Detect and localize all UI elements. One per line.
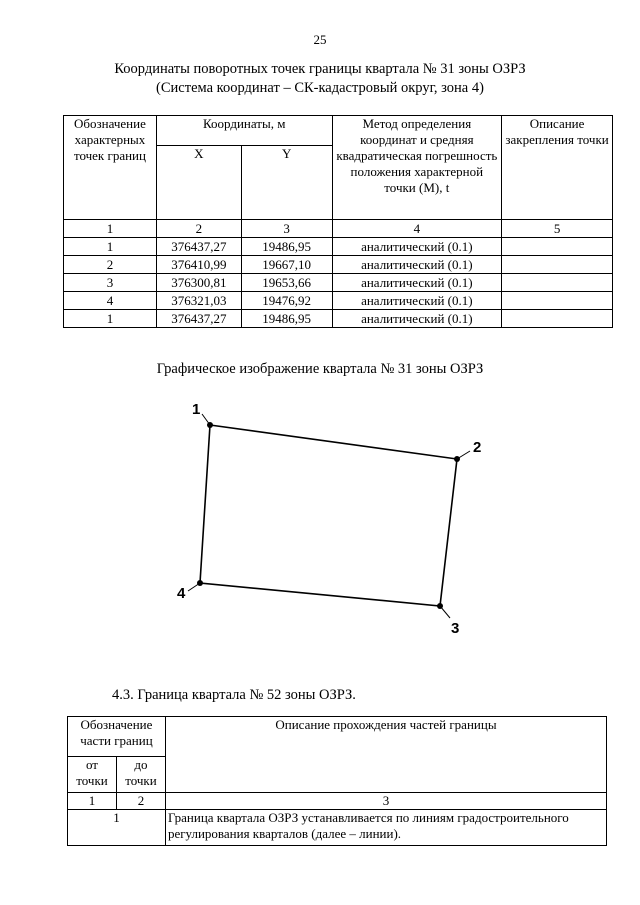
boundary-parts-table xyxy=(67,716,607,846)
boundary-polygon xyxy=(200,425,457,606)
x-coordinate: 376321,03 xyxy=(156,292,241,310)
column-number: 3 xyxy=(241,220,332,238)
header-x: X xyxy=(156,146,241,220)
header-method: Метод определения координат и средняя квадратическая погрешность положения характерной точки (M), t xyxy=(332,116,502,220)
header-y: Y xyxy=(241,146,332,220)
block-diagram xyxy=(160,392,500,642)
point-label-4: 4 xyxy=(177,585,186,602)
method: аналитический (0.1) xyxy=(332,274,502,292)
table-row xyxy=(64,292,613,310)
column-number: 1 xyxy=(64,220,157,238)
leader-line xyxy=(457,451,470,459)
leader-line xyxy=(202,414,210,425)
method: аналитический (0.1) xyxy=(332,256,502,274)
column-numbers-row xyxy=(64,220,613,238)
graphic-title: Графическое изображение квартала № 31 зоны ОЗРЗ xyxy=(156,361,484,377)
table-title: Координаты поворотных точек границы квартала № 31 зоны ОЗРЗ xyxy=(114,61,526,77)
table-row xyxy=(64,274,613,292)
y-coordinate: 19486,95 xyxy=(241,310,332,328)
header-description: Описание закрепления точки xyxy=(502,116,613,220)
column-number: 2 xyxy=(156,220,241,238)
x-coordinate: 376437,27 xyxy=(156,310,241,328)
header-designation: Обозначение части границ xyxy=(68,717,166,757)
column-number: 4 xyxy=(332,220,502,238)
header-to-point: до точки xyxy=(116,757,165,793)
column-number: 2 xyxy=(116,793,165,810)
method: аналитический (0.1) xyxy=(332,310,502,328)
boundary-description: Граница квартала ОЗРЗ устанавливается по линиям градостроительного регулирования кварталов (далее – линии). xyxy=(165,810,606,846)
point-number: 2 xyxy=(64,256,157,274)
x-coordinate: 376410,99 xyxy=(156,256,241,274)
x-coordinate: 376437,27 xyxy=(156,238,241,256)
header-designation: Обозначение характерных точек границ xyxy=(64,116,157,220)
fixing-description xyxy=(502,292,613,310)
fixing-description xyxy=(502,256,613,274)
point-number: 3 xyxy=(64,274,157,292)
method: аналитический (0.1) xyxy=(332,292,502,310)
point-number: 1 xyxy=(64,238,157,256)
header-description: Описание прохождения частей границы xyxy=(165,717,606,793)
y-coordinate: 19667,10 xyxy=(241,256,332,274)
fixing-description xyxy=(502,274,613,292)
point-number: 1 xyxy=(68,810,166,846)
point-label-1: 1 xyxy=(192,401,201,418)
fixing-description xyxy=(502,238,613,256)
y-coordinate: 19486,95 xyxy=(241,238,332,256)
table-row xyxy=(64,238,613,256)
column-number: 1 xyxy=(68,793,117,810)
table-subtitle: (Система координат – СК-кадастровый округ, зона 4) xyxy=(156,80,484,96)
column-number: 3 xyxy=(165,793,606,810)
fixing-description xyxy=(502,310,613,328)
point-number: 4 xyxy=(64,292,157,310)
y-coordinate: 19653,66 xyxy=(241,274,332,292)
y-coordinate: 19476,92 xyxy=(241,292,332,310)
leader-line xyxy=(440,606,450,618)
column-numbers-row xyxy=(68,793,607,810)
x-coordinate: 376300,81 xyxy=(156,274,241,292)
table-row xyxy=(64,310,613,328)
table-row xyxy=(68,810,607,846)
leader-line xyxy=(188,583,200,591)
point-number: 1 xyxy=(64,310,157,328)
header-from-point: от точки xyxy=(68,757,117,793)
header-coordinates: Координаты, м xyxy=(156,116,332,146)
point-label-2: 2 xyxy=(473,439,482,456)
point-label-3: 3 xyxy=(451,620,460,637)
table-row xyxy=(64,256,613,274)
section-heading: 4.3. Граница квартала № 52 зоны ОЗРЗ. xyxy=(112,687,356,703)
page-number: 25 xyxy=(313,32,327,47)
coordinates-table xyxy=(63,115,613,328)
column-number: 5 xyxy=(502,220,613,238)
method: аналитический (0.1) xyxy=(332,238,502,256)
